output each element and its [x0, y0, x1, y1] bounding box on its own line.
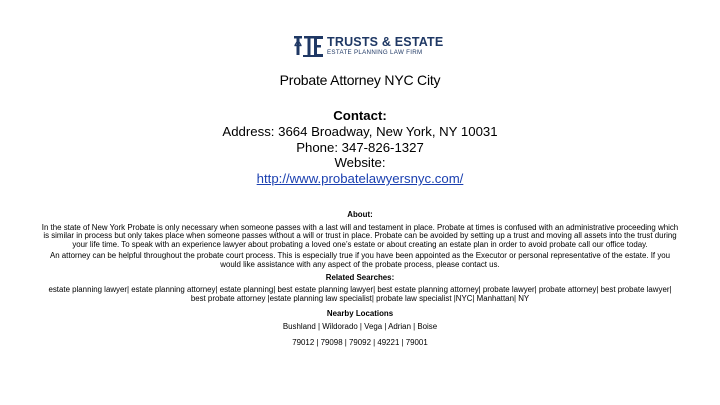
- logo-text: [327, 36, 443, 57]
- page-title: Probate Attorney NYC City: [279, 72, 441, 88]
- nearby-locations-heading: Nearby Locations: [326, 309, 394, 319]
- firm-logo[interactable]: [294, 33, 443, 59]
- about-paragraph-1: In the state of New York Probate is only necessary when someone passes with a last will and testament in place. Probate at times is confused with an administrative proceeding which is similar in process but only takes place when someone passes without a will or trust in place. Probate can be avoided by setting up a trust and moving all assets into the trust during your life time. To speak with an experience lawyer about probating a loved one’s estate or about creating an estate plan in order to avoid probate call our office today.: [41, 222, 679, 249]
- website-link[interactable]: http://www.probatelawyersnyc.com/: [256, 171, 464, 187]
- nearby-cities-list: Bushland | Wildorado | Vega | Adrian | Boise: [282, 321, 438, 331]
- contact-block: [0, 108, 720, 187]
- phone-text: Phone: 347-826-1327: [296, 139, 424, 155]
- about-paragraph-2: An attorney can be helpful throughout the probate court process. This is especially true if you have been appointed as the Executor or personal representative of the estate. If you would like assistance with any aspect of the probate process, please contact us.: [49, 251, 671, 269]
- related-searches-list: estate planning lawyer| estate planning attorney| estate planning| best estate planning lawyer| best estate planning attorney| probate lawyer| probate attorney| best probate lawyer| best probate attorney |estate planning law specialist| probate law specialist |NYC| Manhattan| NY: [48, 285, 672, 303]
- address-text: Address: 3664 Broadway, New York, NY 10031: [222, 123, 498, 139]
- related-searches-heading: Related Searches:: [325, 272, 395, 282]
- contact-heading: Contact:: [333, 108, 387, 123]
- content-body: [40, 211, 680, 350]
- nearby-zips-list: 79012 | 79098 | 79092 | 49221 | 79001: [292, 337, 428, 347]
- logo-tagline: ESTATE PLANNING LAW FIRM: [327, 49, 423, 57]
- logo-name: TRUSTS & ESTATE: [327, 34, 444, 49]
- website-label: Website:: [334, 155, 386, 171]
- about-heading: About:: [347, 210, 373, 219]
- scales-of-justice-icon: [294, 33, 324, 59]
